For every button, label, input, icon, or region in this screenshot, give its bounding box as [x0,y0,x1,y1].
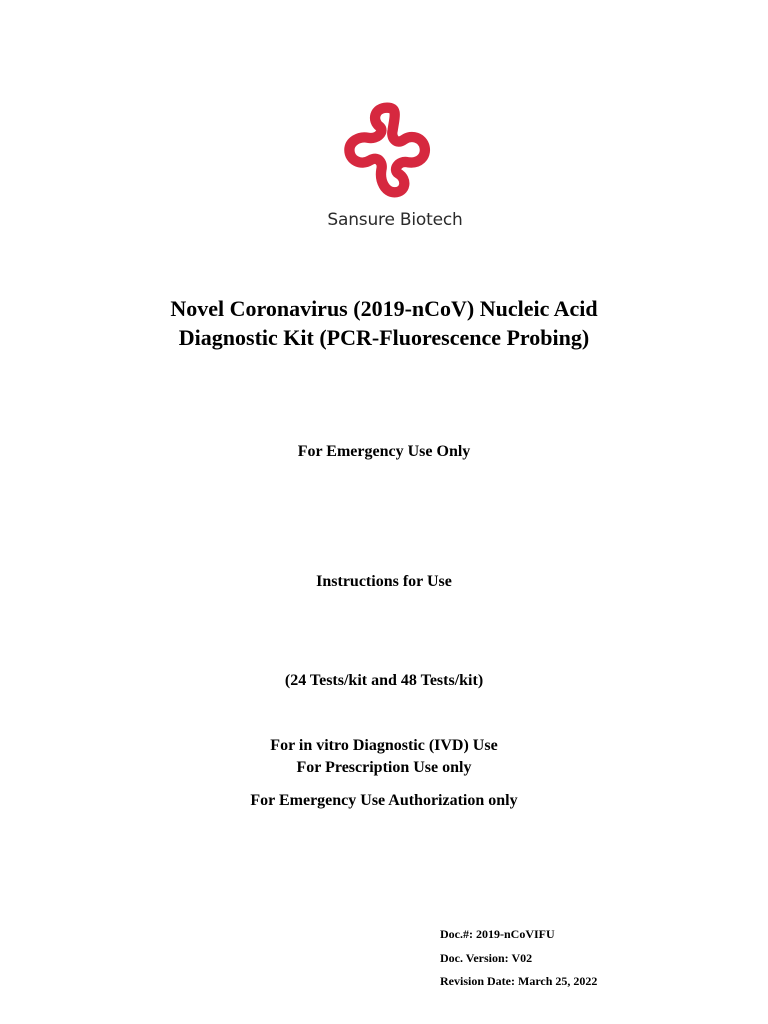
revision-date: Revision Date: March 25, 2022 [440,974,598,988]
title-line-1: Novel Coronavirus (2019-nCoV) Nucleic Acid [170,296,598,321]
brand-name: Sansure Biotech [327,210,463,230]
doc-version: Doc. Version: V02 [440,951,533,965]
document-title [0,294,768,352]
eua-notice: For Emergency Use Authorization only [250,792,518,809]
ivd-use-notice: For in vitro Diagnostic (IVD) Use [270,737,498,754]
doc-number: Doc.#: 2019-nCoVIFU [440,927,555,941]
prescription-use-notice: For Prescription Use only [296,759,472,776]
tests-per-kit: (24 Tests/kit and 48 Tests/kit) [284,672,484,689]
instructions-heading: Instructions for Use [316,573,452,590]
title-line-2: Diagnostic Kit (PCR-Fluorescence Probing) [178,325,590,350]
sansure-cross-icon [340,98,434,202]
emergency-use-notice: For Emergency Use Only [297,443,471,460]
